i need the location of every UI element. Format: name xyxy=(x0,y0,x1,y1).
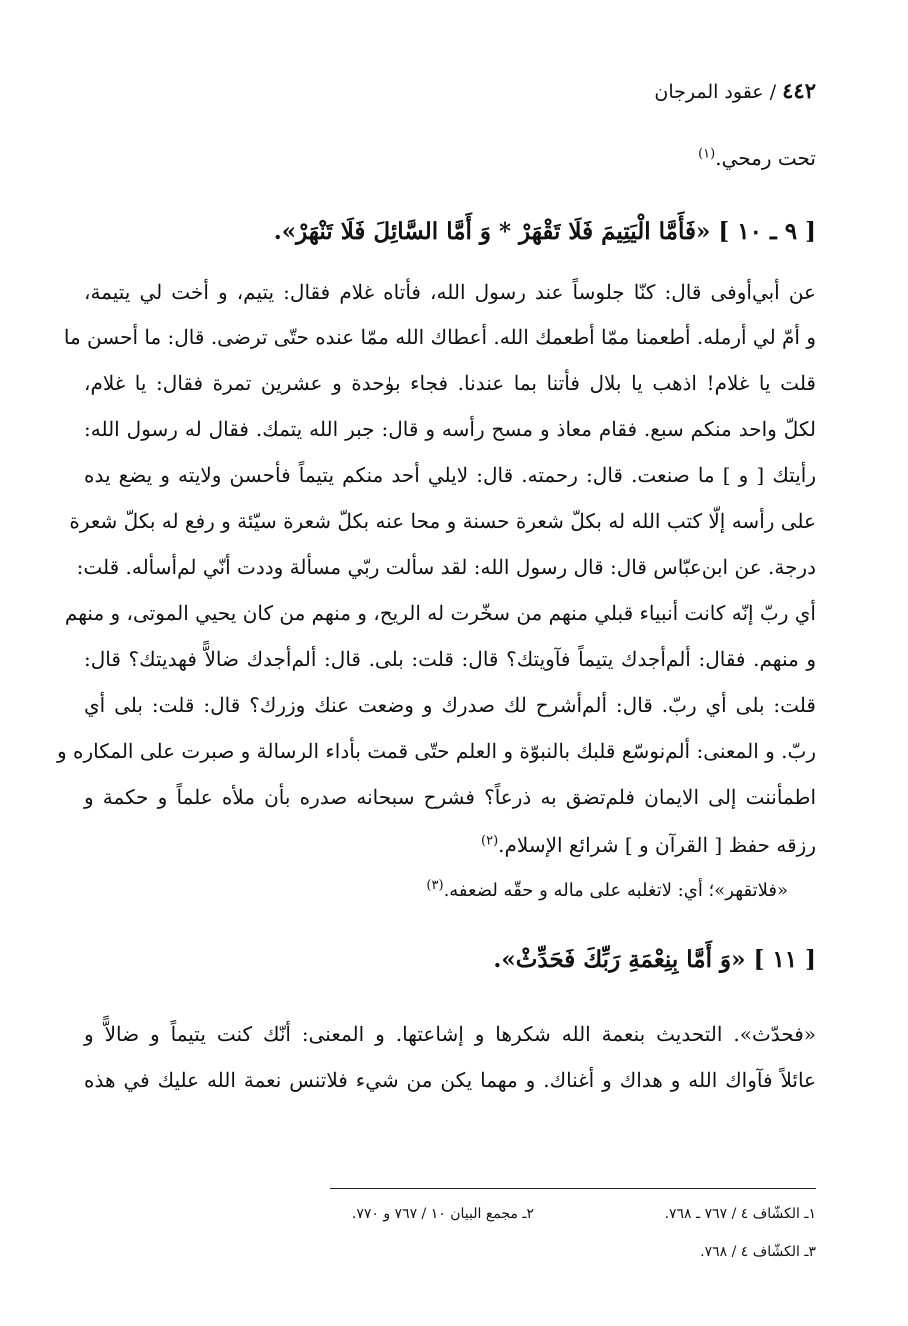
paragraph-line: درجة. عن ابن‌عبّاس قال: قال رسول الله: لقد سألت ربّي مسألة وددت أنّي لم‌أسأله. قلت: xyxy=(76,555,816,579)
verse-heading-9-10: [ ٩ ـ ١٠ ] «فَأَمَّا الْيَتِيمَ فَلَا تَقْهَرْ * وَ أَمَّا السَّائِلَ فَلَا تَنْهَرْ». xyxy=(273,218,816,245)
footnote-ref-2: (٢) xyxy=(481,833,499,849)
paragraph-line: قلت يا غلام! اذهب يا بلال فأتنا بما عندنا. فجاء بوٰحدة و عشرين تمرة فقال: يا غلام، xyxy=(84,371,816,395)
paragraph-line: لكلّ واحد منكم سبع. فقام معاذ و مسح رأسه و قال: جبر الله يتمك. فقال له رسول الله: xyxy=(84,417,817,441)
footnote-ref-3: (٣) xyxy=(426,878,444,893)
header-separator: / xyxy=(769,81,777,103)
paragraph-line: عن أبي‌أوفى قال: كنّا جلوساً عند رسول الله، فأتاه غلام فقال: يتيم، و أخت لي يتيمة، xyxy=(84,280,816,304)
book-title: عقود المرجان xyxy=(654,81,764,103)
opening-line: تحت رمحي.$^{(١)}$ xyxy=(698,146,816,170)
paragraph-line: أي ربّ إنّه كانت أنبياء قبلي منهم من سخّرت له الريح، و منهم من كان يحيي الموتى، و منهم xyxy=(64,601,816,625)
paragraph-line: على رأسه إلّا كتب الله له بكلّ شعرة حسنة و محا عنه بكلّ شعرة سيّئة و رفع له بكلّ شعرة xyxy=(69,509,816,533)
footnote-ref-1: (١) xyxy=(698,146,716,162)
paragraph-line: عائلاً فآواك الله و هداك و أغناك. و مهما يكن من شيء فلاتنس نعمة الله عليك في هذه xyxy=(84,1068,816,1092)
paragraph-line: و منهم. فقال: ألم‌أجدك يتيماً فآويتك؟ قال: قلت: بلى. قال: ألم‌أجدك ضالاًّ فهديتك؟ قال: xyxy=(84,647,816,671)
footnote-1: ١ـ الكشّاف ٤ / ٧٦٧ ـ ٧٦٨. xyxy=(664,1206,816,1222)
paragraph-line: اطمأننت إلى الايمان فلم‌تضق به ذرعاً؟ فشرح سبحانه صدره بأن ملأه علماً و حكمة و xyxy=(84,785,816,809)
paragraph-line: «فحدّث». التحديث بنعمة الله شكرها و إشاعتها. و المعنى: أنّك كنت يتيماً و ضالاًّ و xyxy=(84,1022,816,1046)
page-number: ٤٤٢ xyxy=(782,78,816,103)
paragraph-line: ربّ. و المعنى: ألم‌نوسّع قلبك بالنبوّة و العلم حتّى قمت بأداء الرسالة و صبرت على المكاره و xyxy=(56,739,816,763)
paragraph-line: و أمّ لي أرمله. أطعمنا ممّا أطعمك الله. أعطاك الله ممّا عنده حتّى ترضى. قال: ما أحسن ما xyxy=(63,325,816,349)
verse-heading-11: [ ١١ ] «وَ أَمَّا بِنِعْمَةِ رَبِّكَ فَحَدِّثْ». xyxy=(493,946,816,973)
footnote-3: ٣ـ الكشّاف ٤ / ٧٦٨. xyxy=(700,1244,816,1260)
running-header xyxy=(654,78,816,103)
paragraph-line: قلت: بلى أي ربّ. قال: ألم‌أشرح لك صدرك و وضعت عنك وزرك؟ قال: قلت: بلى أي xyxy=(84,693,816,717)
note-line: «فلاتقهر»؛ أي: لاتغلبه على ماله و حقّه لضعفه.$^{(٣)}$ xyxy=(426,878,788,901)
footnote-2: ٢ـ مجمع البيان ١٠ / ٧٦٧ و ٧٧٠. xyxy=(351,1206,534,1222)
paragraph-last-line: رزقه حفظ [ القرآن و ] شرائع الإسلام.$^{(٢)}$ xyxy=(481,833,816,857)
book-page xyxy=(56,0,824,1326)
footnote-divider xyxy=(330,1188,816,1189)
paragraph-line: رأيتك [ و ] ما صنعت. قال: رحمته. قال: لايلي أحد منكم يتيماً فأحسن ولايته و يضع يده xyxy=(84,463,816,487)
